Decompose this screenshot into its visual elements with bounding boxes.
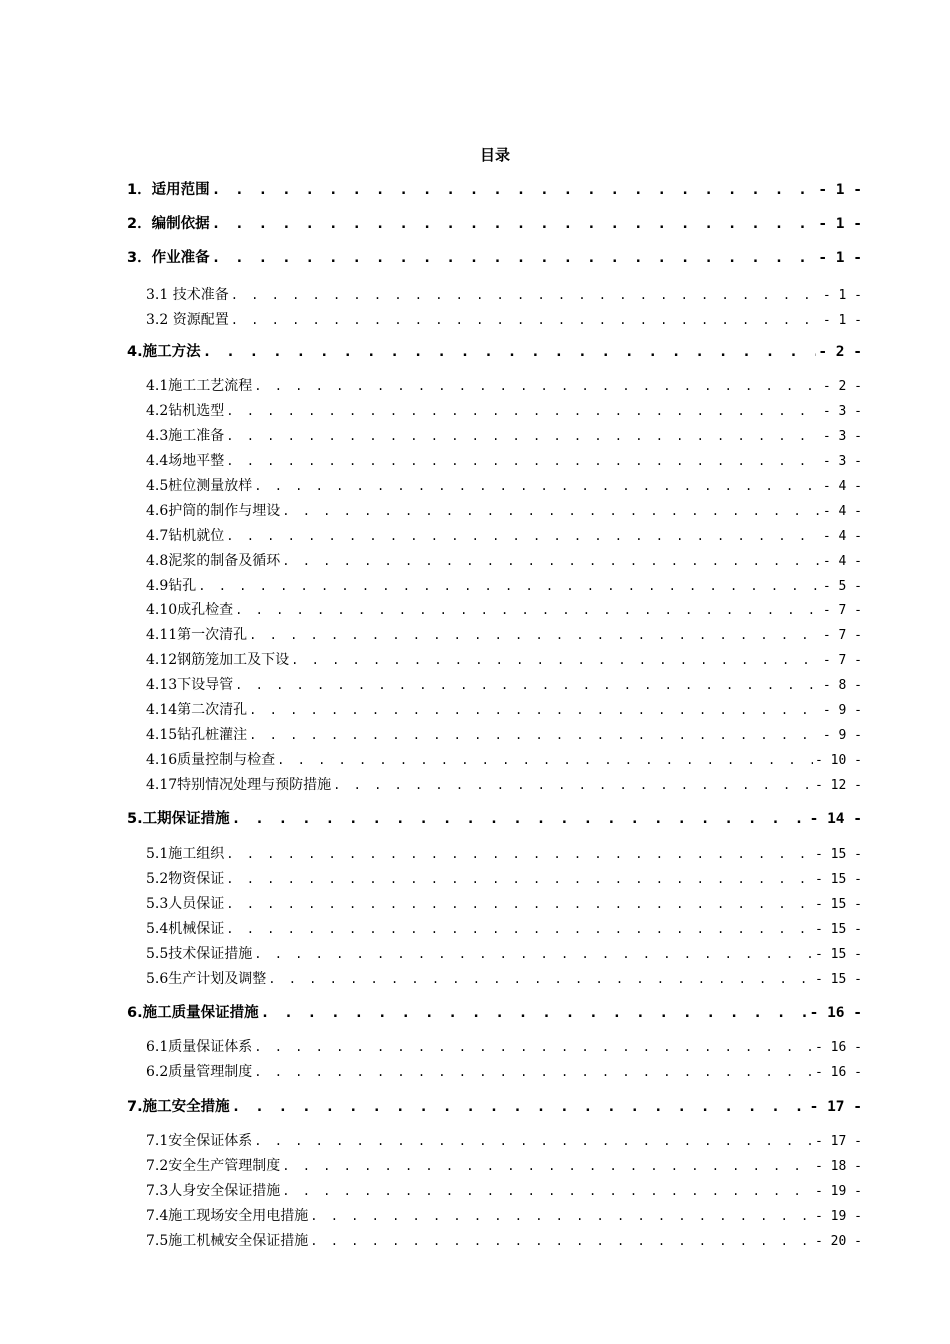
toc-entry-label: 1．适用范围 bbox=[127, 182, 210, 198]
toc-entry-label: 6.施工质量保证措施 bbox=[127, 1005, 259, 1021]
toc-entry-label: 6.1质量保证体系 bbox=[146, 1039, 253, 1055]
toc-entry-label: 3.2 资源配置 bbox=[146, 312, 229, 328]
toc-entry-page-number: - 15 - bbox=[815, 947, 862, 962]
toc-dot-leader bbox=[226, 401, 821, 421]
toc-entry-label: 4.11第一次清孔 bbox=[146, 627, 248, 643]
toc-entry-page-number: - 12 - bbox=[815, 778, 862, 793]
toc-entry-label: 4.15钻孔桩灌注 bbox=[146, 727, 248, 743]
toc-dot-leader bbox=[212, 179, 817, 201]
toc-entry-page-number: - 15 - bbox=[815, 972, 862, 987]
toc-entry[interactable] bbox=[146, 501, 862, 521]
toc-dot-leader bbox=[254, 1037, 813, 1057]
toc-entry-page-number: - 4 - bbox=[822, 504, 862, 519]
toc-dot-leader bbox=[226, 451, 821, 471]
toc-entry-page-number: - 17 - bbox=[809, 1099, 862, 1115]
toc-entry[interactable] bbox=[146, 1181, 862, 1201]
toc-entry-page-number: - 1 - bbox=[822, 313, 862, 328]
toc-entry[interactable] bbox=[146, 401, 862, 421]
toc-dot-leader bbox=[249, 625, 821, 645]
toc-dot-leader bbox=[277, 750, 813, 770]
toc-entry-label: 4.2钻机选型 bbox=[146, 403, 225, 419]
toc-entry-label: 7.3人身安全保证措施 bbox=[146, 1183, 281, 1199]
toc-entry-page-number: - 9 - bbox=[822, 728, 862, 743]
toc-entry-label: 4.17特别情况处理与预防措施 bbox=[146, 777, 332, 793]
toc-dot-leader bbox=[310, 1206, 813, 1226]
toc-entry[interactable] bbox=[127, 1096, 862, 1118]
toc-entry-page-number: - 5 - bbox=[822, 579, 862, 594]
toc-entry-page-number: - 3 - bbox=[822, 454, 862, 469]
toc-entry[interactable] bbox=[146, 944, 862, 964]
toc-entry[interactable] bbox=[127, 1002, 862, 1024]
toc-entry-label: 4.16质量控制与检查 bbox=[146, 752, 276, 768]
toc-dot-leader bbox=[198, 576, 821, 596]
toc-entry-page-number: - 18 - bbox=[815, 1159, 862, 1174]
toc-title: 目录 bbox=[479, 146, 510, 164]
toc-entry[interactable] bbox=[146, 1156, 862, 1176]
toc-entry-label: 4.9钻孔 bbox=[146, 578, 197, 594]
toc-entry-label: 5.1施工组织 bbox=[146, 846, 225, 862]
toc-dot-leader bbox=[282, 1181, 813, 1201]
toc-entry-page-number: - 4 - bbox=[822, 479, 862, 494]
toc-entry-label: 5.2物资保证 bbox=[146, 871, 225, 887]
toc-entry-label: 4.10成孔检查 bbox=[146, 602, 234, 618]
toc-entry-page-number: - 1 - bbox=[818, 182, 862, 198]
toc-entry[interactable] bbox=[146, 775, 862, 795]
toc-entry-label: 4.7钻机就位 bbox=[146, 528, 225, 544]
toc-entry-page-number: - 20 - bbox=[815, 1234, 862, 1249]
toc-dot-leader bbox=[310, 1231, 813, 1251]
toc-entry-page-number: - 1 - bbox=[822, 288, 862, 303]
toc-entry-label: 7.施工安全措施 bbox=[127, 1099, 230, 1115]
toc-entry-label: 2．编制依据 bbox=[127, 216, 210, 232]
toc-entry[interactable] bbox=[146, 894, 862, 914]
toc-entry-label: 4.8泥浆的制备及循环 bbox=[146, 553, 281, 569]
toc-dot-leader bbox=[254, 1062, 813, 1082]
toc-entry[interactable] bbox=[127, 341, 862, 363]
toc-entry-label: 4.12钢筋笼加工及下设 bbox=[146, 652, 290, 668]
toc-entry[interactable] bbox=[146, 451, 862, 471]
toc-entry-label: 4.1施工工艺流程 bbox=[146, 378, 253, 394]
toc-entry[interactable] bbox=[146, 844, 862, 864]
toc-entry-label: 4.14第二次清孔 bbox=[146, 702, 248, 718]
toc-dot-leader bbox=[254, 476, 821, 496]
toc-entry[interactable] bbox=[146, 969, 862, 989]
toc-entry[interactable] bbox=[146, 650, 862, 670]
toc-entry-page-number: - 7 - bbox=[822, 603, 862, 618]
toc-dot-leader bbox=[231, 310, 821, 330]
toc-entry-page-number: - 2 - bbox=[818, 344, 862, 360]
toc-entry-label: 4.施工方法 bbox=[127, 344, 201, 360]
toc-entry-page-number: - 17 - bbox=[815, 1134, 862, 1149]
toc-dot-leader bbox=[249, 700, 821, 720]
toc-dot-leader bbox=[232, 1096, 808, 1118]
toc-entry-page-number: - 19 - bbox=[815, 1184, 862, 1199]
toc-dot-leader bbox=[291, 650, 821, 670]
toc-entry-page-number: - 15 - bbox=[815, 872, 862, 887]
toc-dot-leader bbox=[226, 844, 813, 864]
toc-dot-leader bbox=[226, 869, 813, 889]
toc-entry-label: 5.4机械保证 bbox=[146, 921, 225, 937]
toc-dot-leader bbox=[235, 600, 821, 620]
toc-entry[interactable] bbox=[127, 808, 862, 830]
toc-dot-leader bbox=[212, 247, 817, 269]
toc-dot-leader bbox=[226, 526, 821, 546]
toc-dot-leader bbox=[226, 894, 813, 914]
toc-entry[interactable] bbox=[146, 675, 862, 695]
toc-entry-page-number: - 15 - bbox=[815, 897, 862, 912]
toc-entry[interactable] bbox=[146, 426, 862, 446]
toc-entry-label: 3．作业准备 bbox=[127, 250, 210, 266]
toc-entry[interactable] bbox=[146, 376, 862, 396]
toc-entry-label: 6.2质量管理制度 bbox=[146, 1064, 253, 1080]
toc-entry-page-number: - 16 - bbox=[815, 1040, 862, 1055]
toc-entry[interactable] bbox=[146, 700, 862, 720]
toc-dot-leader bbox=[282, 1156, 813, 1176]
toc-entry-page-number: - 15 - bbox=[815, 922, 862, 937]
toc-entry-label: 4.5桩位测量放样 bbox=[146, 478, 253, 494]
toc-entry[interactable] bbox=[146, 750, 862, 770]
toc-entry-page-number: - 4 - bbox=[822, 529, 862, 544]
toc-entry-label: 3.1 技术准备 bbox=[146, 287, 229, 303]
toc-entry-page-number: - 16 - bbox=[815, 1065, 862, 1080]
toc-entry-label: 5.3人员保证 bbox=[146, 896, 225, 912]
toc-dot-leader bbox=[203, 341, 817, 363]
toc-entry[interactable] bbox=[127, 179, 862, 201]
toc-dot-leader bbox=[261, 1002, 808, 1024]
toc-entry-page-number: - 1 - bbox=[818, 250, 862, 266]
toc-entry[interactable] bbox=[146, 600, 862, 620]
toc-dot-leader bbox=[282, 551, 821, 571]
toc-entry[interactable] bbox=[146, 1131, 862, 1151]
toc-entry-page-number: - 9 - bbox=[822, 703, 862, 718]
toc-entry-label: 7.2安全生产管理制度 bbox=[146, 1158, 281, 1174]
toc-entry-page-number: - 14 - bbox=[809, 811, 862, 827]
toc-entry[interactable] bbox=[127, 247, 862, 269]
toc-entry[interactable] bbox=[146, 869, 862, 889]
toc-entry[interactable] bbox=[146, 919, 862, 939]
toc-dot-leader bbox=[226, 426, 821, 446]
toc-entry-label: 7.5施工机械安全保证措施 bbox=[146, 1233, 309, 1249]
toc-entry[interactable] bbox=[146, 476, 862, 496]
toc-entry-label: 4.3施工准备 bbox=[146, 428, 225, 444]
toc-entry[interactable] bbox=[146, 551, 862, 571]
toc-entry-page-number: - 10 - bbox=[815, 753, 862, 768]
toc-dot-leader bbox=[212, 213, 817, 235]
toc-dot-leader bbox=[232, 808, 808, 830]
toc-entry[interactable] bbox=[146, 1062, 862, 1082]
toc-entry[interactable] bbox=[146, 526, 862, 546]
toc-dot-leader bbox=[235, 675, 821, 695]
toc-entry-page-number: - 8 - bbox=[822, 678, 862, 693]
toc-dot-leader bbox=[226, 919, 813, 939]
toc-entry-label: 4.4场地平整 bbox=[146, 453, 225, 469]
toc-dot-leader bbox=[268, 969, 813, 989]
toc-dot-leader bbox=[254, 1131, 813, 1151]
toc-entry[interactable] bbox=[127, 213, 862, 235]
toc-entry[interactable] bbox=[146, 310, 862, 330]
toc-entry[interactable] bbox=[146, 576, 862, 596]
toc-dot-leader bbox=[231, 285, 821, 305]
toc-entry-page-number: - 3 - bbox=[822, 404, 862, 419]
toc-entry-label: 7.4施工现场安全用电措施 bbox=[146, 1208, 309, 1224]
toc-entry-label: 7.1安全保证体系 bbox=[146, 1133, 253, 1149]
toc-entry-page-number: - 15 - bbox=[815, 847, 862, 862]
toc-entry[interactable] bbox=[146, 625, 862, 645]
toc-entry[interactable] bbox=[146, 285, 862, 305]
toc-entry-page-number: - 7 - bbox=[822, 653, 862, 668]
toc-entry-label: 4.13下设导管 bbox=[146, 677, 234, 693]
toc-entry-label: 4.6护筒的制作与埋设 bbox=[146, 503, 281, 519]
toc-dot-leader bbox=[282, 501, 821, 521]
toc-entry-page-number: - 2 - bbox=[822, 379, 862, 394]
toc-entry-label: 5.6生产计划及调整 bbox=[146, 971, 267, 987]
toc-entry-page-number: - 1 - bbox=[818, 216, 862, 232]
toc-entry[interactable] bbox=[146, 1206, 862, 1226]
toc-entry[interactable] bbox=[146, 1231, 862, 1251]
toc-entry[interactable] bbox=[146, 1037, 862, 1057]
toc-entry[interactable] bbox=[146, 725, 862, 745]
toc-entry-page-number: - 19 - bbox=[815, 1209, 862, 1224]
toc-entry-page-number: - 7 - bbox=[822, 628, 862, 643]
toc-entry-page-number: - 4 - bbox=[822, 554, 862, 569]
toc-dot-leader bbox=[254, 944, 813, 964]
toc-dot-leader bbox=[254, 376, 821, 396]
toc-entry-label: 5.工期保证措施 bbox=[127, 811, 230, 827]
toc-entry-page-number: - 16 - bbox=[809, 1005, 862, 1021]
toc-dot-leader bbox=[249, 725, 821, 745]
toc-dot-leader bbox=[333, 775, 813, 795]
toc-entry-page-number: - 3 - bbox=[822, 429, 862, 444]
toc-entry-label: 5.5技术保证措施 bbox=[146, 946, 253, 962]
